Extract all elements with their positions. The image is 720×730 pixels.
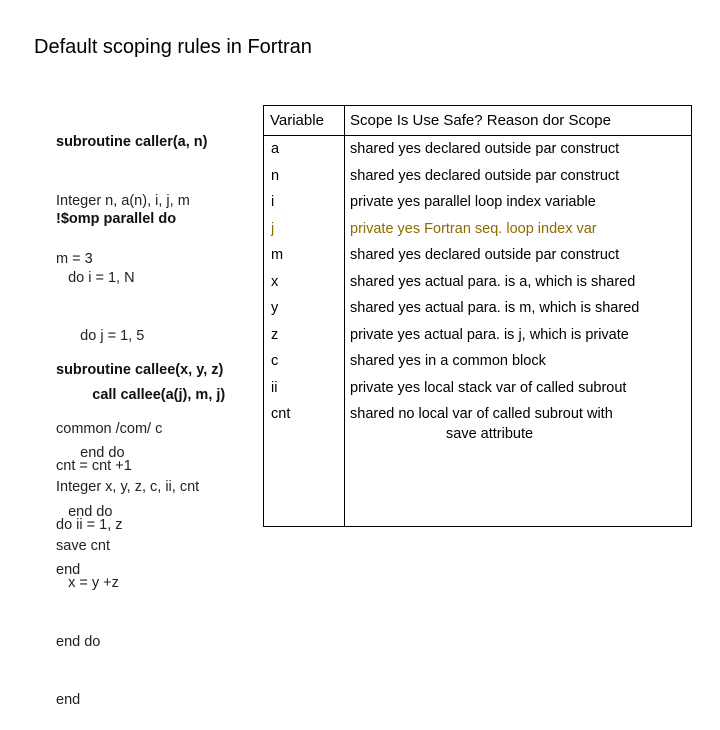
table-row: [264, 137, 691, 164]
code-line: call callee(a(j), m, j): [56, 386, 226, 403]
row-variable: cnt: [271, 406, 291, 422]
code-line: m = 3: [56, 251, 93, 267]
row-variable: n: [271, 167, 280, 184]
scoping-table: [263, 105, 692, 527]
row-variable: x: [271, 273, 279, 290]
table-header-divider: [264, 135, 691, 136]
row-details: private yes actual para. is j, which is private: [350, 326, 629, 343]
code-line: Integer n, a(n), i, j, m: [56, 192, 190, 209]
row-details: shared yes declared outside par construct: [350, 247, 620, 263]
row-details: shared yes declared outside par construct: [350, 167, 620, 184]
row-variable: i: [271, 194, 275, 210]
table-row: [264, 402, 691, 452]
code-line: !$omp parallel do: [56, 211, 177, 227]
row-details: shared yes declared outside par construct: [350, 141, 620, 157]
code-line: x = y +z: [56, 575, 119, 591]
code-line: subroutine caller(a, n): [56, 134, 208, 150]
row-details: private yes local stack var of called subrout: [350, 379, 627, 396]
row-variable: ii: [271, 379, 278, 396]
code-line: do j = 1, 5: [56, 328, 145, 344]
row-variable: a: [271, 141, 280, 157]
table-row: [264, 270, 691, 297]
table-row: [264, 323, 691, 350]
table-row: [264, 376, 691, 403]
table-row: [264, 243, 691, 270]
code-line: subroutine callee(x, y, z): [56, 362, 224, 378]
row-details: shared yes in a common block: [350, 353, 546, 369]
table-row: [264, 296, 691, 323]
code-line: end do: [56, 503, 113, 520]
row-details-line2: save attribute: [446, 426, 534, 442]
code-line: do ii = 1, z: [56, 516, 123, 533]
table-header-variable: Variable: [270, 112, 324, 129]
row-details: shared yes actual para. is a, which is shared: [350, 273, 636, 290]
code-line: cnt = cnt +1: [56, 458, 132, 474]
code-line: end do: [56, 445, 125, 461]
code-line: common /com/ c: [56, 420, 163, 437]
row-details: private yes Fortran seq. loop index var: [350, 220, 597, 237]
code-line: end: [56, 562, 81, 578]
row-variable: y: [271, 300, 279, 316]
table-row: [264, 190, 691, 217]
code-line: end: [56, 692, 81, 708]
code-line: save cnt: [56, 537, 110, 554]
code-line: Integer x, y, z, c, ii, cnt: [56, 479, 200, 495]
table-row: [264, 217, 691, 244]
row-details: shared yes actual para. is m, which is shared: [350, 300, 640, 316]
row-details: private yes parallel loop index variable: [350, 194, 596, 210]
row-variable: c: [271, 353, 279, 369]
row-details: [350, 406, 613, 442]
code-line: end do: [56, 633, 101, 650]
table-header-columns: Scope Is Use Safe? Reason dor Scope: [350, 112, 611, 129]
code-body-block: [56, 418, 132, 730]
table-row: [264, 164, 691, 191]
row-variable: m: [271, 247, 284, 263]
row-variable: z: [271, 326, 279, 343]
page-title: Default scoping rules in Fortran: [34, 36, 312, 58]
table-row: [264, 349, 691, 376]
row-variable: j: [271, 220, 275, 237]
row-details-line1: shared no local var of called subrout with: [350, 406, 613, 422]
code-line: do i = 1, N: [56, 269, 135, 286]
